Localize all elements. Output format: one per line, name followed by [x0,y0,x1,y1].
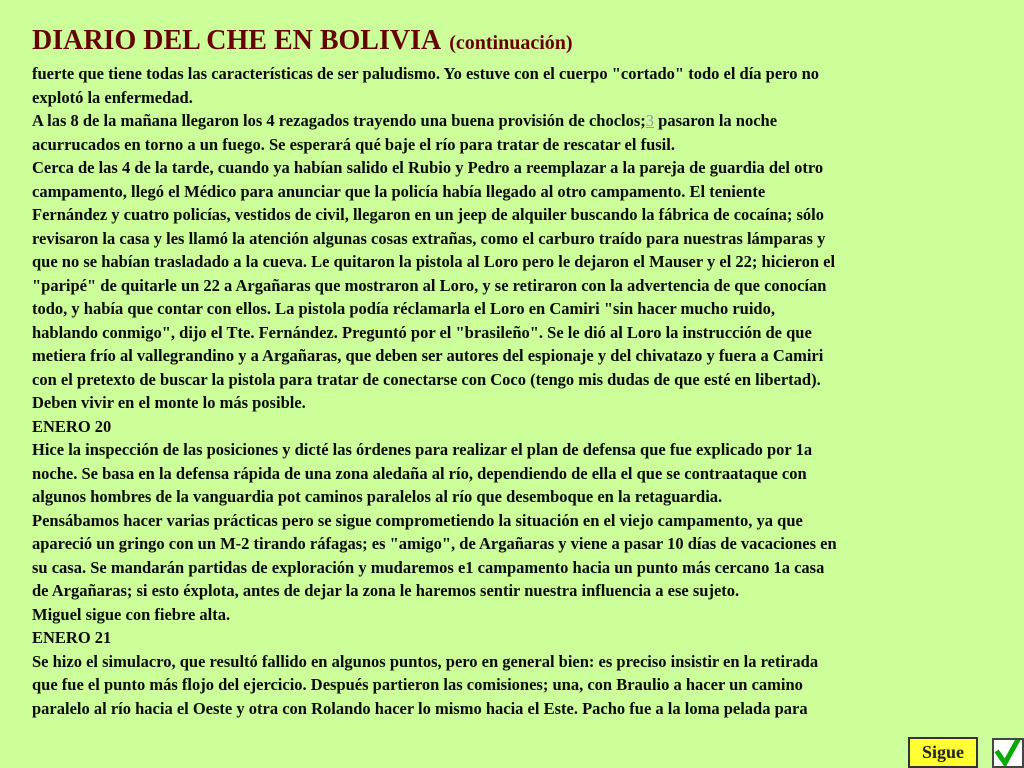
text-line: Pensábamos hacer varias prácticas pero se sigue comprometiendo la situación en el viejo campamento, ya que [32,510,803,530]
text-line: paralelo al río hacia el Oeste y otra con Rolando hacer lo mismo hacia el Este. Pacho fue a la loma pelada para [32,698,808,718]
text-line [32,109,992,133]
text-line: hablando conmigo", dijo el Tte. Fernández. Preguntó por el "brasileño". Se le dió al Loro la instrucción de que [32,322,812,342]
text-line: que no se habían trasladado a la cueva. Le quitaron la pistola al Loro pero le dejaron el Mauser y el 22; hicieron el [32,252,836,271]
text-line: Se hizo el simulacro, que resultó fallido en algunos puntos, pero en general bien: es preciso insistir en la retirada [32,651,819,671]
text-line: de Argañaras; si esto éxplota, antes de dejar la zona le haremos sentir nuestra influencia a ese sujeto. [32,581,740,600]
text-segment: A las 8 de la mañana llegaron los 4 rezagados trayendo una buena provisión de choclos; [32,111,646,130]
text-line: Cerca de las 4 de la tarde, cuando ya habían salido el Rubio y Pedro a reemplazar a la pareja de guardia del otro [32,158,824,177]
checkmark-icon [994,740,1022,766]
text-line: "paripé" de quitarle un 22 a Argañaras que mostraron al Loro, y se retiraron con la advertencia de que conocían [32,275,827,295]
next-page-button[interactable]: Sigue [908,737,978,768]
footnote-link[interactable]: 3 [645,111,655,130]
text-line: apareció un gringo con un M-2 tirando ráfagas; es "amigo", de Argañaras y viene a pasar 10 días de vacaciones en [32,534,837,553]
text-line: noche. Se basa en la defensa rápida de una zona aledaña al río, dependiendo de ella el que se contraataque con [32,463,807,483]
text-line: Hice la inspección de las posiciones y dicté las órdenes para realizar el plan de defensa que fue explicado por 1a [32,440,813,459]
text-line: que fue el punto más flojo del ejercicio. Después partieron las comisiones; una, con Braulio a hacer un camino [32,675,803,694]
text-line: su casa. Se mandarán partidas de exploración y mudaremos e1 campamento hacia un punto más cercano 1a casa [32,557,825,577]
diary-text [32,62,992,720]
title-main: DIARIO DEL CHE EN BOLIVIA [32,25,442,56]
text-line: revisaron la casa y les llamó la atención algunas cosas extrañas, como el carburo traído para nuestras lámparas y [32,228,826,248]
text-line: Fernández y cuatro policías, vestidos de civil, llegaron en un jeep de alquiler buscando la fábrica de cocaína; sólo [32,205,825,224]
text-line: fuerte que tiene todas las características de ser paludismo. Yo estuve con el cuerpo "cortado" todo el día pero no [32,64,820,83]
text-line: metiera frío al vallegrandino y a Argañaras, que deben ser autores del espionaje y del chivatazo y fuera a Camiri [32,346,824,365]
page-title [32,20,573,61]
text-line: acurrucados en torno a un fuego. Se esperará qué baje el río para tratar de rescatar el fusil. [32,134,675,154]
text-line: todo, y había que contar con ellos. La pistola podía réclamarla el Loro en Camiri "sin hacer mucho ruido, [32,299,775,318]
text-segment: pasaron la noche [654,111,778,130]
text-line: Miguel sigue con fiebre alta. [32,604,231,624]
text-line: algunos hombres de la vanguardia pot caminos paralelos al río que desemboque en la retaguardia. [32,487,723,506]
text-line: ENERO 20 [32,416,112,436]
text-line: Deben vivir en el monte lo más posible. [32,393,306,412]
text-line: campamento, llegó el Médico para anunciar que la policía había llegado al otro campamento. El teniente [32,181,766,201]
title-subtitle: (continuación) [449,32,573,54]
text-line: explotó la enfermedad. [32,87,193,107]
text-line: ENERO 21 [32,628,112,647]
text-line: con el pretexto de buscar la pistola para tratar de conectarse con Coco (tengo mis dudas de que esté en libertad). [32,369,821,389]
checkmark-button[interactable] [992,738,1024,768]
